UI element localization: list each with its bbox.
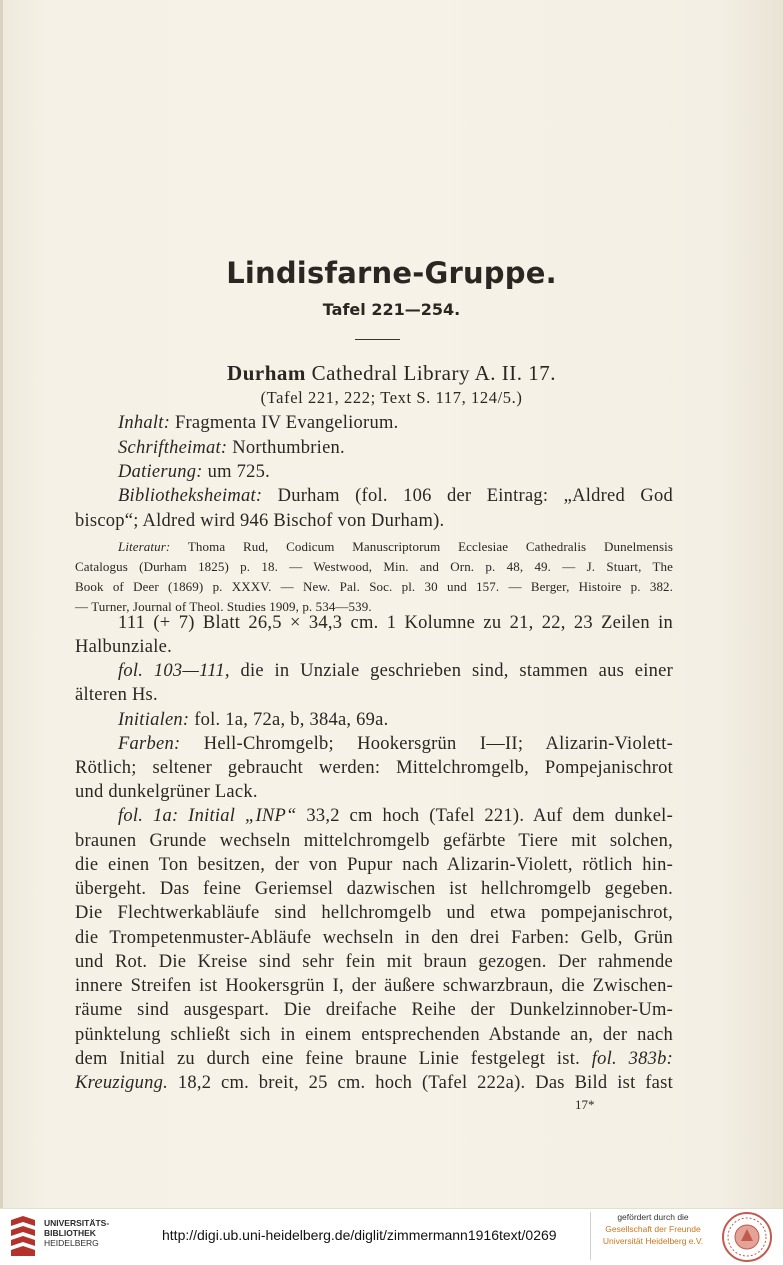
literature-line: — Turner, Journal of Theol. Studies 1909, p. 534—539.: [75, 599, 372, 614]
text-line: braunen Grunde wechseln mittelchromgelb gefärbte Tiere mit solchen,: [75, 831, 673, 851]
text-line: [75, 1073, 673, 1094]
entry-heading: [0, 361, 783, 386]
signature-mark: 17*: [575, 1097, 595, 1112]
text-line: und Rot. Die Kreise sind sehr fein mit braun gezogen. Der rahmende: [75, 952, 673, 972]
field-value: Northumbrien.: [227, 438, 345, 458]
text-line: [118, 806, 673, 827]
library-name-line: HEIDELBERG: [44, 1238, 99, 1248]
text-line: innere Streifen ist Hookersgrün I, der äußere schwarzbraun, die Zwischen-: [75, 976, 673, 996]
field-label: Schriftheimat:: [118, 438, 228, 458]
folio-label: fol. 383b:: [591, 1049, 673, 1069]
text-line: die einen Ton besitzen, der von Pupur nach Alizarin-Violett, rötlich hin-: [75, 855, 673, 875]
folio-label: fol. 1a: Initial „INP“: [118, 806, 297, 826]
page-subtitle: Tafel 221—254.: [322, 300, 461, 319]
field-label: Inhalt:: [118, 413, 171, 433]
university-library-logo-icon: [9, 1216, 37, 1256]
text-line: Rötlich; seltener gebraucht werden: Mittelchromgelb, Pompejanischrot: [75, 758, 673, 778]
heading-city: Durham: [227, 361, 306, 385]
field-initialen: [118, 710, 673, 731]
field-label: Datierung:: [118, 462, 203, 482]
text-line: [75, 1049, 673, 1070]
divider: [355, 339, 400, 340]
funder-line: Gesellschaft der Freunde: [605, 1224, 701, 1234]
text-line: biscop“; Aldred wird 946 Bischof von Durham).: [75, 511, 445, 531]
literature-line: Book of Deer (1869) p. XXXV. — New. Pal. Soc. pl. 30 und 157. — Berger, Histoire p. 382.: [75, 579, 673, 594]
library-name-line: BIBLIOTHEK: [44, 1228, 96, 1238]
text-line: pünktelung schließt sich in einem entsprechenden Abstande an, der nach: [75, 1025, 673, 1045]
text-line: Die Flechtwerkabläufe sind hellchromgelb und etwa pompejanischrot,: [75, 903, 673, 923]
literature-line: Catalogus (Durham 1825) p. 18. — Westwood, Min. and Orn. p. 48, 49. — J. Stuart, The: [75, 559, 673, 574]
permalink-url[interactable]: http://digi.ub.uni-heidelberg.de/diglit/zimmermann1916text/0269: [162, 1227, 557, 1243]
funder-line: Universität Heidelberg e.V.: [602, 1236, 704, 1246]
text-line: räume sind ausgespart. Die dreifache Reihe der Dunkelzinnober-Um-: [75, 1000, 673, 1020]
field-value: Hell-Chromgelb; Hookersgrün I—II; Alizarin-Violett-: [180, 734, 673, 754]
society-seal-icon: [721, 1211, 773, 1263]
field-farben: [118, 734, 673, 755]
field-schriftheimat: [118, 438, 673, 459]
text-line: und dunkelgrüner Lack.: [75, 782, 258, 802]
funder-credit: [598, 1211, 708, 1247]
library-name-line: UNIVERSITÄTS-: [44, 1218, 110, 1228]
text-span: 33,2 cm hoch (Tafel 221). Auf dem dunkel-: [296, 806, 673, 826]
literature-line: [118, 539, 673, 555]
text-span: 18,2 cm. breit, 25 cm. hoch (Tafel 222a). Das Bild ist fast: [168, 1073, 673, 1093]
literature-text: Thoma Rud, Codicum Manuscriptorum Ecclesiae Cathedralis Dunelmensis: [170, 539, 673, 554]
text-line: übergeht. Das feine Geriemsel dazwischen ist hellchromgelb gegeben.: [75, 879, 673, 899]
field-bibliotheksheimat: [118, 486, 673, 507]
field-value: um 725.: [202, 462, 270, 482]
text-span: dem Initial zu durch eine feine braune Linie festgelegt ist.: [75, 1049, 592, 1069]
text-line: älteren Hs.: [75, 685, 158, 705]
text-line: [118, 661, 673, 682]
page-edge: [0, 0, 3, 1208]
footer-divider: [590, 1212, 591, 1260]
text-line: Halbunziale.: [75, 637, 172, 657]
folio-label: Kreuzigung.: [75, 1073, 169, 1093]
page-title: Lindisfarne-Gruppe.: [226, 256, 557, 290]
field-label: Initialen:: [118, 710, 190, 730]
field-label: Farben:: [118, 734, 181, 754]
field-inhalt: [118, 413, 673, 434]
field-value: Durham (fol. 106 der Eintrag: „Aldred God: [262, 486, 673, 506]
field-value: fol. 1a, 72a, b, 384a, 69a.: [189, 710, 389, 730]
literature-label: Literatur:: [118, 539, 171, 554]
field-datierung: [118, 462, 673, 483]
entry-reference: (Tafel 221, 222; Text S. 117, 124/5.): [260, 388, 523, 407]
text-span: die in Unziale geschrieben sind, stammen aus einer: [229, 661, 674, 681]
field-label: Bibliotheksheimat:: [118, 486, 263, 506]
text-line: 111 (+ 7) Blatt 26,5 × 34,3 cm. 1 Kolumne zu 21, 22, 23 Zeilen in: [118, 613, 673, 633]
text-line: die Trompetenmuster-Abläufe wechseln in den drei Farben: Gelb, Grün: [75, 928, 673, 948]
funder-head: gefördert durch die: [617, 1212, 689, 1222]
university-library-name: [44, 1218, 109, 1248]
heading-rest: Cathedral Library A. II. 17.: [305, 361, 556, 385]
folio-label: fol. 103—111,: [118, 661, 230, 681]
field-value: Fragmenta IV Evangeliorum.: [170, 413, 399, 433]
